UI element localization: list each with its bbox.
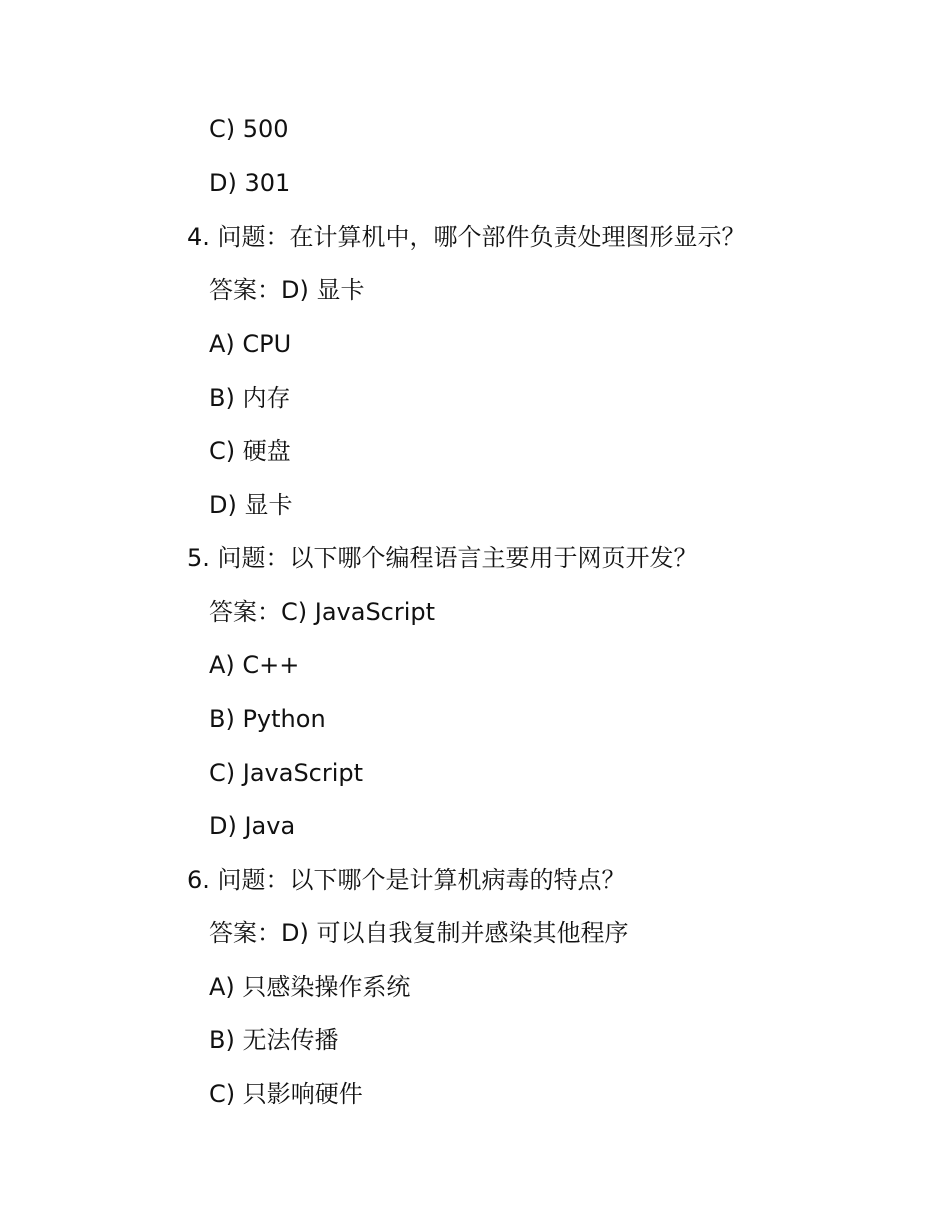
option-line: D) 301 [209,169,291,197]
option-line: D) Java [209,812,296,840]
option-line: B) Python [209,705,326,733]
answer-line: 答案：C) JavaScript [209,598,436,626]
option-line: C) 只影响硬件 [209,1080,363,1108]
question-line: 5. 问题：以下哪个编程语言主要用于网页开发？ [187,544,698,572]
question-line: 4. 问题：在计算机中，哪个部件负责处理图形显示？ [187,223,746,251]
option-line: D) 显卡 [209,491,293,519]
answer-line: 答案：D) 可以自我复制并感染其他程序 [209,919,629,947]
option-line: C) JavaScript [209,759,364,787]
option-line: A) CPU [209,330,292,358]
option-line: B) 内存 [209,384,291,412]
option-line: C) 硬盘 [209,437,291,465]
option-line: B) 无法传播 [209,1026,339,1054]
option-line: C) 500 [209,115,289,143]
question-line: 6. 问题：以下哪个是计算机病毒的特点？ [187,866,626,894]
answer-line: 答案：D) 显卡 [209,276,365,304]
option-line: A) 只感染操作系统 [209,973,411,1001]
option-line: A) C++ [209,651,300,679]
